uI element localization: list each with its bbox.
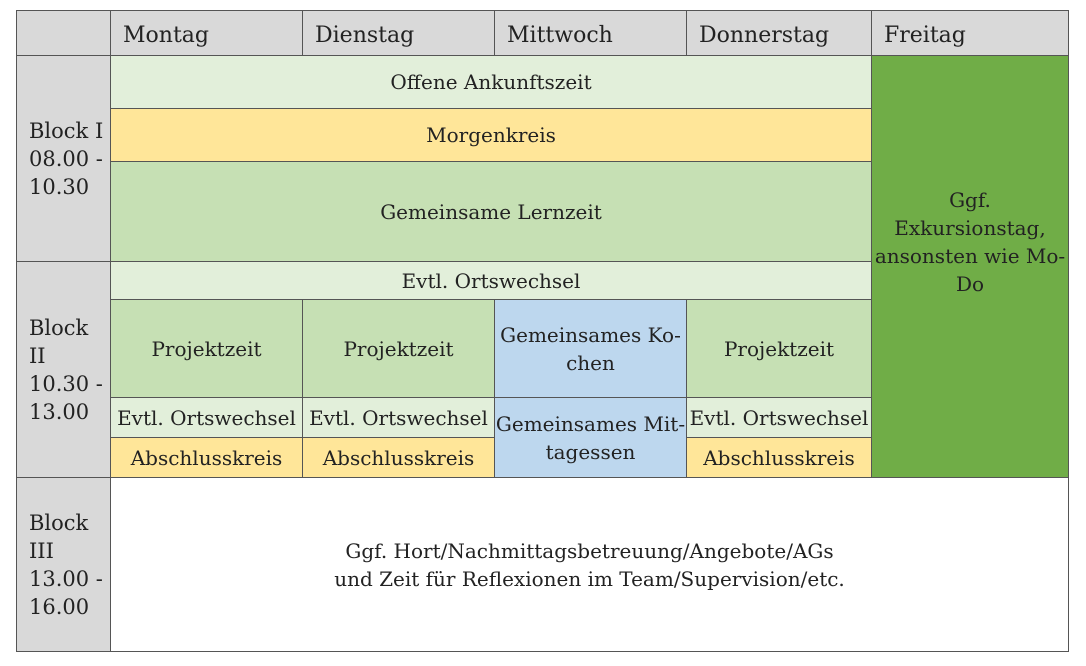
- header-day-freitag: Freitag: [871, 10, 1069, 56]
- block-1-start: 08.00 -: [29, 146, 103, 171]
- lernzeit-row: Gemeinsame Lernzeit: [110, 161, 872, 262]
- projektzeit-donnerstag: Projektzeit: [686, 299, 872, 398]
- block-2-title: Block: [29, 315, 89, 340]
- ortswechsel-montag: Evtl. Ortswechsel: [110, 397, 303, 438]
- header-corner: [16, 10, 111, 56]
- header-day-dienstag: Dienstag: [302, 10, 495, 56]
- freitag-line-3: Do: [955, 271, 985, 296]
- freitag-line-1: Ggf. Exkursionstag,: [894, 187, 1046, 240]
- ankunftszeit-row: Offene Ankunftszeit: [110, 55, 872, 109]
- block-2-number: II: [29, 343, 46, 368]
- block-1-title: Block I: [29, 118, 104, 143]
- abschlusskreis-dienstag: Abschlusskreis: [302, 437, 495, 478]
- kochen-line-1: Gemeinsames Ko-: [500, 322, 681, 347]
- afternoon-cell: [110, 477, 1069, 652]
- header-day-mittwoch: Mittwoch: [494, 10, 687, 56]
- block-3-number: III: [29, 538, 54, 563]
- mittagessen-mittwoch: [494, 397, 687, 478]
- mittagessen-line-2: tagessen: [545, 439, 636, 464]
- block-2-end: 13.00: [29, 399, 90, 424]
- block-3-start: 13.00 -: [29, 566, 103, 591]
- abschlusskreis-montag: Abschlusskreis: [110, 437, 303, 478]
- block-2-start: 10.30 -: [29, 371, 103, 396]
- projektzeit-dienstag: Projektzeit: [302, 299, 495, 398]
- ortswechsel-donnerstag: Evtl. Ortswechsel: [686, 397, 872, 438]
- kochen-mittwoch: [494, 299, 687, 398]
- projektzeit-montag: Projektzeit: [110, 299, 303, 398]
- mittagessen-line-1: Gemeinsames Mit-: [495, 411, 686, 436]
- header-day-donnerstag: Donnerstag: [686, 10, 872, 56]
- header-day-montag: Montag: [110, 10, 303, 56]
- freitag-line-2: ansonsten wie Mo-: [874, 243, 1066, 268]
- block-2-label: [16, 261, 111, 478]
- morgenkreis-row: Morgenkreis: [110, 108, 872, 162]
- kochen-line-2: chen: [566, 350, 615, 375]
- freitag-cell: [871, 55, 1069, 478]
- afternoon-line-1: Ggf. Hort/Nachmittagsbetreuung/Angebote/AGs: [345, 538, 834, 563]
- ortswechsel-dienstag: Evtl. Ortswechsel: [302, 397, 495, 438]
- block-1-label: [16, 55, 111, 262]
- block-1-end: 10.30: [29, 174, 90, 199]
- block-3-title: Block: [29, 510, 89, 535]
- block-3-end: 16.00: [29, 594, 90, 619]
- abschlusskreis-donnerstag: Abschlusskreis: [686, 437, 872, 478]
- afternoon-line-2: und Zeit für Reflexionen im Team/Supervision/etc.: [334, 566, 845, 591]
- block-3-label: [16, 477, 111, 652]
- ortswechsel-row: Evtl. Ortswechsel: [110, 261, 872, 300]
